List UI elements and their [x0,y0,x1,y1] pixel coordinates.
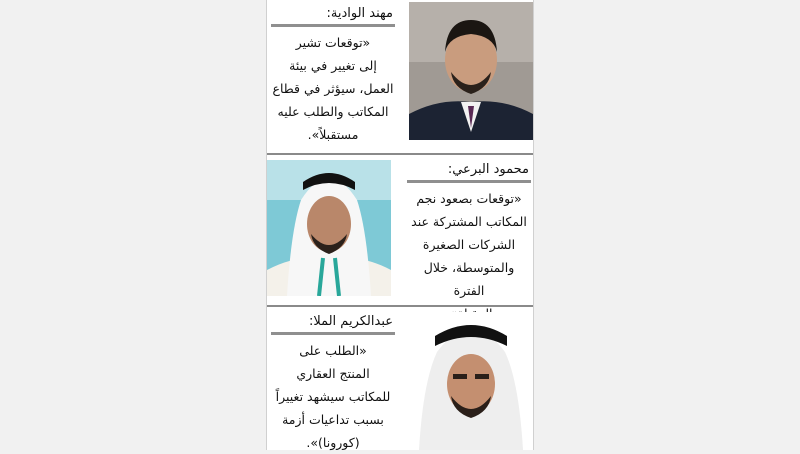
speaker-name: محمود البرعي: [407,160,531,183]
portrait-mahmoud [267,160,391,296]
quote-text: «توقعات بصعود نجم المكاتب المشتركة عند الشركات الصغيرة والمتوسطة، خلال الفترة [411,191,527,298]
portrait-abdulkarim [409,312,533,450]
section-divider [267,305,533,307]
speaker-name: مهند الوادية: [271,4,395,27]
quote-text: «توقعات تشير إلى تغيير في بيئة العمل، سيؤثر في قطاع المكاتب والطلب عليه مستقبلاً». [272,35,394,142]
quote-block-1 [271,4,395,146]
portrait-muhannad [409,2,533,140]
portrait-muhannad-icon [409,2,533,140]
quote-block-3 [271,312,395,454]
portrait-mahmoud-icon [267,160,391,296]
article-column [266,0,534,450]
quote-block-2 [407,160,531,325]
section-divider [267,153,533,155]
quote-text: «الطلب على المنتج العقاري للمكاتب سيشهد تغييراً بسبب تداعيات أزمة (كورونا)». [275,343,391,450]
portrait-abdulkarim-icon [409,312,533,450]
speaker-name: عبدالكريم الملا: [271,312,395,335]
